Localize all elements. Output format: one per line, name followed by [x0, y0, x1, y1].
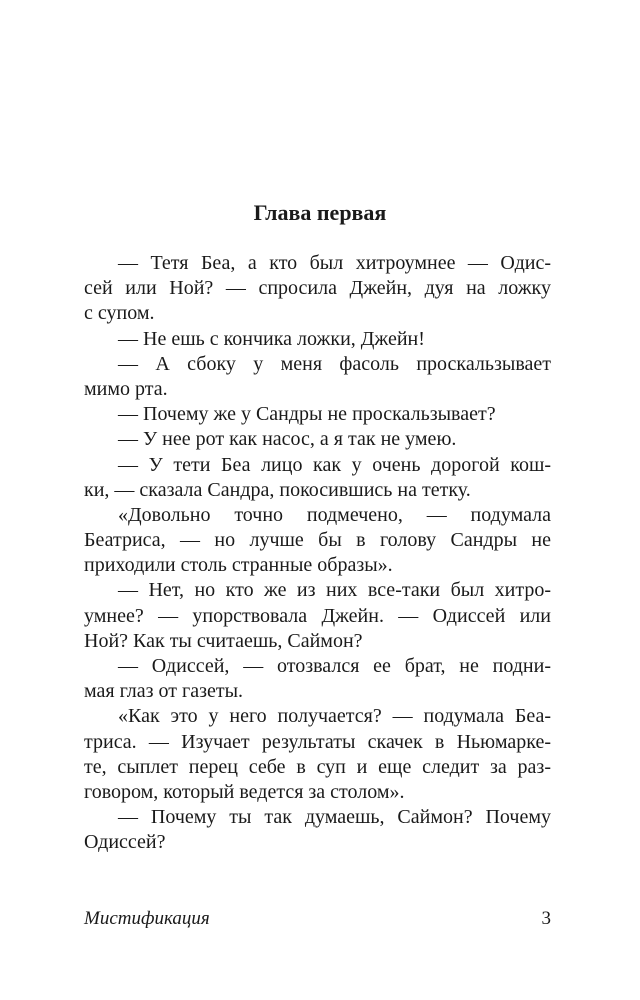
text-line: — А сбоку у меня фасоль проскальзывает [118, 352, 551, 375]
text-line: говором, который ведется за столом». [84, 780, 405, 803]
text-line: сей или Ной? — спросила Джейн, дуя на ложку [84, 277, 551, 300]
chapter-text [84, 251, 551, 856]
chapter-title: Глава первая [253, 200, 387, 225]
text-line: «Как это у него получается? — подумала Беа- [118, 705, 551, 728]
text-line: мая глаз от газеты. [84, 680, 244, 703]
text-line: приходили столь странные образы». [84, 554, 393, 577]
text-line: те, сыплет перец себе в суп и еще следит за раз- [84, 755, 551, 778]
text-line: Беатриса, — но лучше бы в голову Сандры не [84, 529, 551, 552]
text-line: с супом. [84, 302, 155, 325]
text-line: — У тети Беа лицо как у очень дорогой кош- [118, 453, 551, 476]
text-line: — Почему ты так думаешь, Саймон? Почему [118, 806, 551, 829]
text-line: Одиссей? [84, 831, 166, 854]
running-title: Мистификация [84, 908, 210, 929]
text-line: мимо рта. [84, 377, 168, 400]
text-line: триса. — Изучает результаты скачек в Ньюмарке- [84, 730, 551, 753]
page-footer [84, 905, 551, 933]
text-line: — Одиссей, — отозвался ее брат, не подни- [118, 655, 551, 677]
text-line: «Довольно точно подмечено, — подумала [118, 503, 551, 526]
text-line: умнее? — упорствовала Джейн. — Одиссей или [84, 604, 551, 627]
text-line: — Почему же у Сандры не проскальзывает? [118, 403, 496, 426]
text-line: Ной? Как ты считаешь, Саймон? [84, 629, 363, 652]
text-line: — Тетя Беа, а кто был хитроумнее — Одис- [118, 252, 551, 274]
text-line: ки, — сказала Сандра, покосившись на тетку. [84, 478, 471, 501]
page-number: 3 [541, 908, 551, 929]
text-line: — У нее рот как насос, а я так не умею. [118, 428, 457, 451]
text-line: — Не ешь с кончика ложки, Джейн! [118, 327, 425, 350]
text-line: — Нет, но кто же из них все-таки был хитро- [118, 579, 551, 602]
